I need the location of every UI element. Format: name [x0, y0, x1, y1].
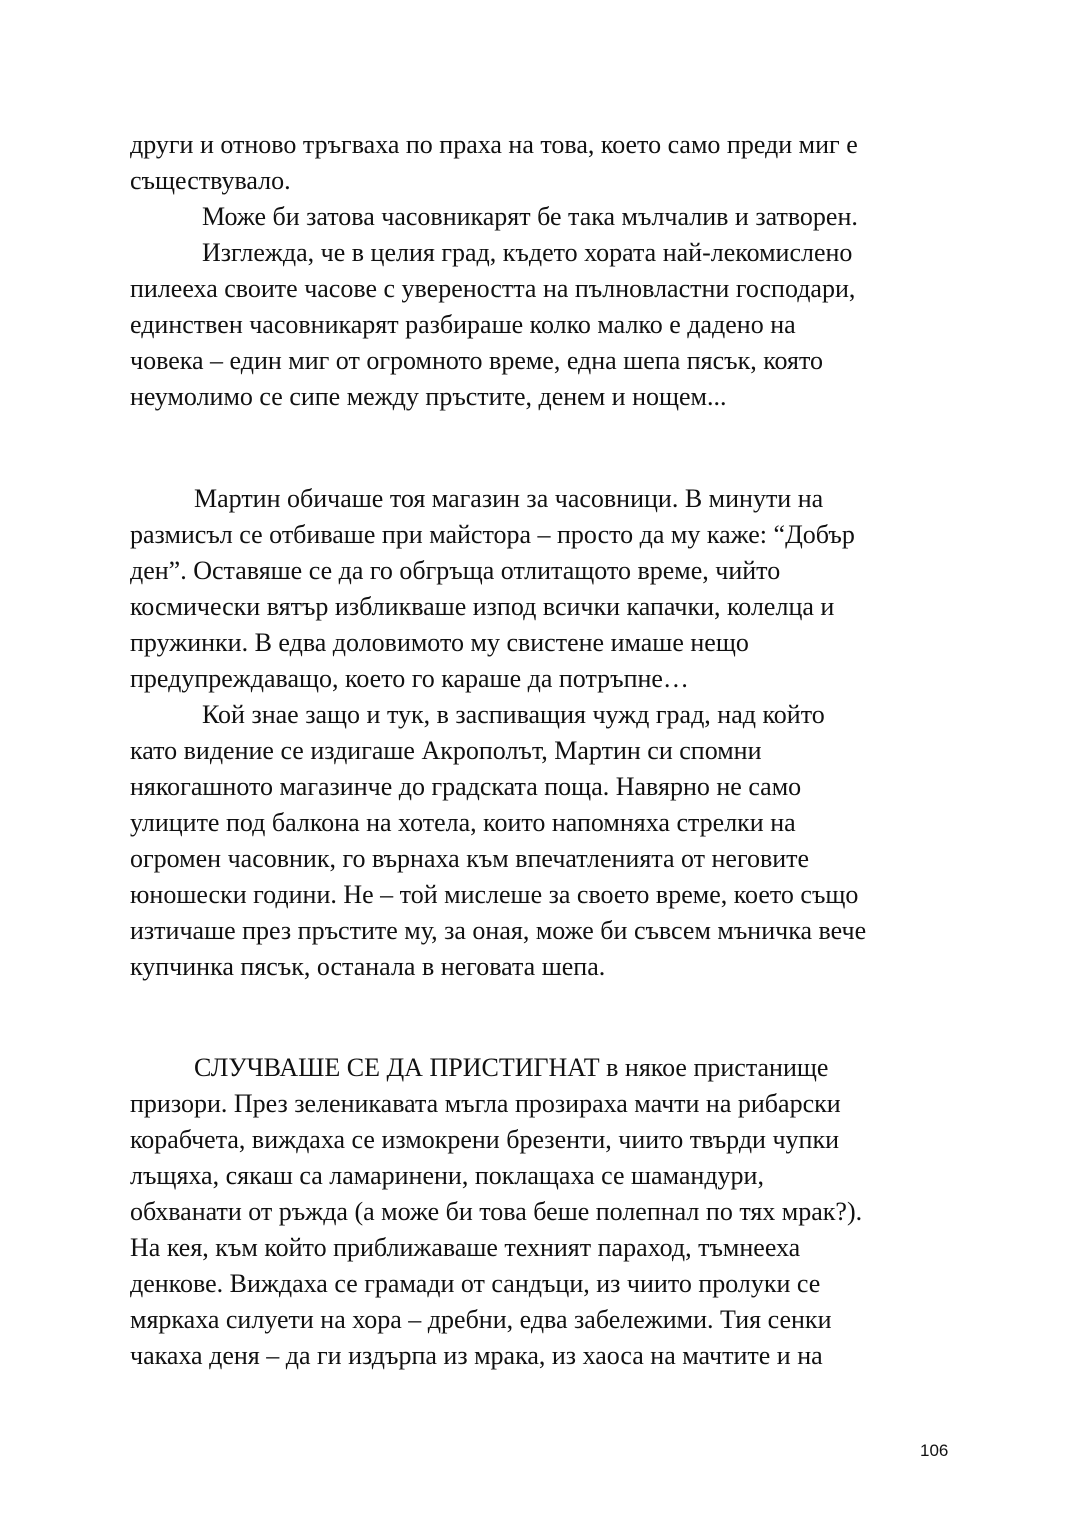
- text-line: други и отново тръгваха по праха на това, което само преди миг е: [130, 130, 858, 159]
- text-line: космически вятър избликваше изпод всички капачки, колелца и: [130, 592, 835, 621]
- text-line: единствен часовникарят разбираше колко малко е дадено на: [130, 310, 796, 339]
- text-line: размисъл се отбиваше при майстора – просто да му каже: “Добър: [130, 520, 855, 549]
- text-line: лъщяха, сякаш са ламаринени, поклащаха се шамандури,: [130, 1161, 764, 1190]
- text-line: денкове. Виждаха се грамади от сандъци, из чиито пролуки се: [130, 1269, 821, 1298]
- text-line: корабчета, виждаха се измокрени брезенти, чиито твърди чупки: [130, 1125, 839, 1154]
- text-line: юношески години. Не – той мислеше за своето време, което също: [130, 880, 859, 909]
- text-line: изтичаше през пръстите му, за оная, може би съвсем мъничка вече: [130, 916, 867, 945]
- text-line: ден”. Оставяше се да го обгръща отлитащото време, чийто: [130, 556, 781, 585]
- text-line: човека – един миг от огромното време, една шепа пясък, която: [130, 346, 824, 375]
- text-line: Може би затова часовникарят бе така мълчалив и затворен.: [202, 202, 858, 231]
- text-line: купчинка пясък, останала в неговата шепа.: [130, 952, 606, 981]
- text-line: пилееха своите часове с увереността на пълновластни господари,: [130, 274, 856, 303]
- text-line: На кея, към който приближаваше техният параход, тъмнееха: [130, 1233, 801, 1262]
- text-line: съществувало.: [130, 166, 291, 195]
- text-line: неумолимо се сипе между пръстите, денем и нощем...: [130, 382, 727, 411]
- text-line: обхванати от ръжда (а може би това беше полепнал по тях мрак?).: [130, 1197, 863, 1226]
- text-line: Изглежда, че в целия град, където хората най-лекомислено: [202, 238, 853, 267]
- page-number: 106: [920, 1441, 949, 1460]
- text-line: огромен часовник, го върнаха към впечатленията от неговите: [130, 844, 810, 873]
- text-line: предупреждаващо, което го караше да потръпне…: [130, 664, 689, 693]
- text-line: някогашното магазинче до градската поща. Навярно не само: [130, 772, 802, 801]
- text-line: призори. През зеленикавата мъгла прозираха мачти на рибарски: [130, 1089, 841, 1118]
- text-line: Кой знае защо и тук, в заспиващия чужд град, над който: [202, 700, 825, 729]
- text-line: СЛУЧВАШЕ СЕ ДА ПРИСТИГНАТ в някое пристанище: [194, 1053, 829, 1082]
- text-line: чакаха деня – да ги издърпа из мрака, из хаоса на мачтите и на: [130, 1341, 823, 1370]
- text-line: мяркаха силуети на хора – дребни, едва забележими. Тия сенки: [130, 1305, 832, 1334]
- text-line: пружинки. В едва доловимото му свистене имаше нещо: [130, 628, 749, 657]
- text-line: Мартин обичаше тоя магазин за часовници. В минути на: [194, 484, 824, 513]
- text-line: улиците под балкона на хотела, които напомняха стрелки на: [130, 808, 796, 837]
- text-line: като видение се издигаше Акрополът, Мартин си спомни: [130, 736, 762, 765]
